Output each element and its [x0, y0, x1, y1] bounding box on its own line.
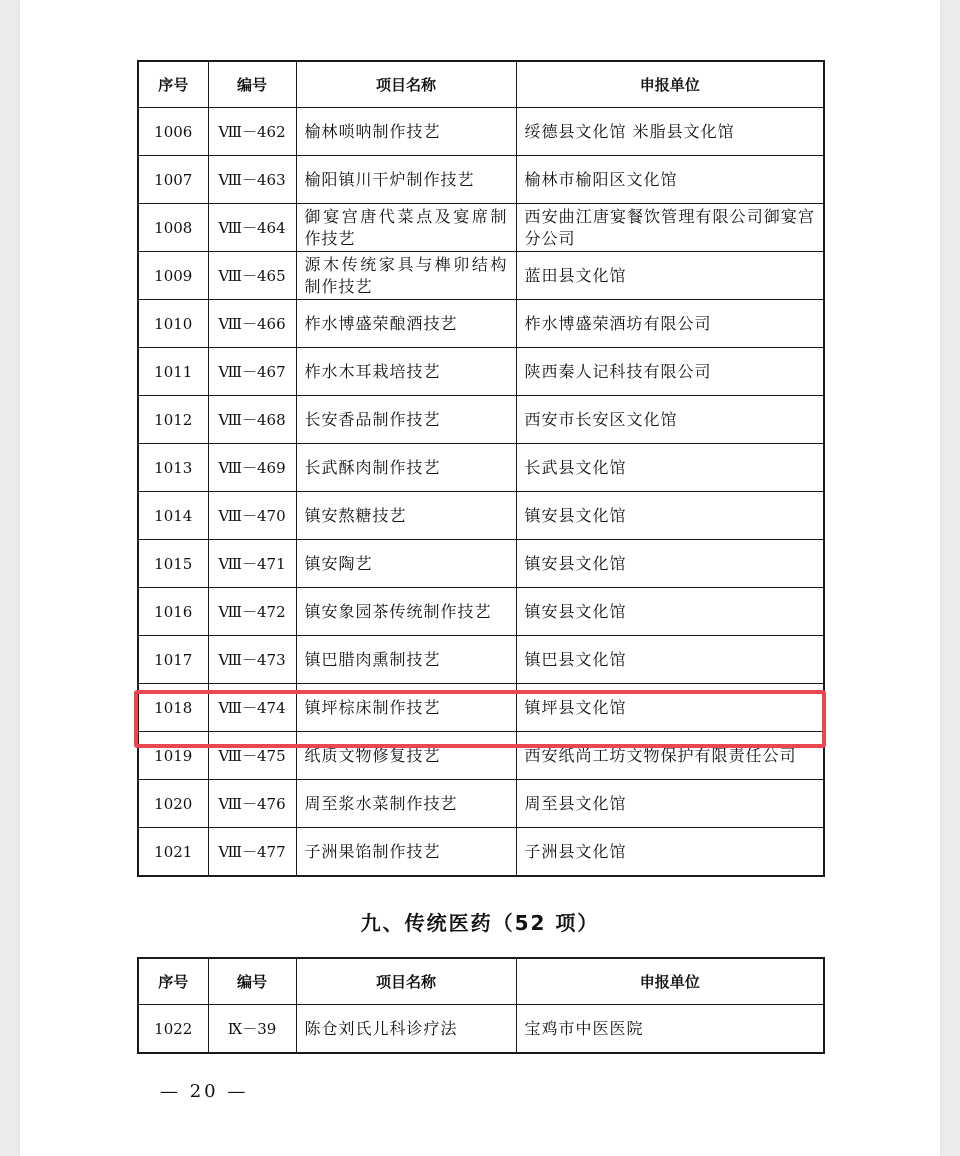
serial-cell: 1012	[138, 396, 208, 444]
serial-cell: 1022	[138, 1005, 208, 1054]
project-name-cell: 周至浆水菜制作技艺	[296, 780, 516, 828]
applicant-unit-cell: 西安市长安区文化馆	[516, 396, 824, 444]
applicant-unit-cell: 周至县文化馆	[516, 780, 824, 828]
medicine-table	[137, 957, 825, 1054]
project-name-cell: 榆阳镇川干炉制作技艺	[296, 156, 516, 204]
code-cell: Ⅷ－464	[208, 204, 296, 252]
applicant-unit-cell: 子洲县文化馆	[516, 828, 824, 877]
project-name-cell: 镇巴腊肉熏制技艺	[296, 636, 516, 684]
project-name-cell: 镇安象园茶传统制作技艺	[296, 588, 516, 636]
serial-cell: 1010	[138, 300, 208, 348]
table-row	[138, 636, 824, 684]
serial-cell: 1018	[138, 684, 208, 732]
table-row	[138, 492, 824, 540]
serial-cell: 1007	[138, 156, 208, 204]
code-cell: Ⅷ－474	[208, 684, 296, 732]
table-row	[138, 828, 824, 877]
table-row	[138, 252, 824, 300]
table-header-row	[138, 61, 824, 108]
table-row	[138, 444, 824, 492]
applicant-unit-cell: 西安纸尚工坊文物保护有限责任公司	[516, 732, 824, 780]
table-row	[138, 1005, 824, 1054]
project-name-cell: 陈仓刘氏儿科诊疗法	[296, 1005, 516, 1054]
header-applicant-unit: 申报单位	[516, 958, 824, 1005]
code-cell: Ⅷ－476	[208, 780, 296, 828]
project-name-cell: 柞水博盛荣酿酒技艺	[296, 300, 516, 348]
project-name-cell: 镇安熬糖技艺	[296, 492, 516, 540]
table-row	[138, 540, 824, 588]
table-row	[138, 684, 824, 732]
header-project-name: 项目名称	[296, 61, 516, 108]
serial-cell: 1015	[138, 540, 208, 588]
header-project-name: 项目名称	[296, 958, 516, 1005]
header-code: 编号	[208, 958, 296, 1005]
table-row	[138, 588, 824, 636]
serial-cell: 1017	[138, 636, 208, 684]
document-page	[20, 0, 940, 1156]
project-name-cell: 御宴宫唐代菜点及宴席制作技艺	[296, 204, 516, 252]
serial-cell: 1008	[138, 204, 208, 252]
serial-cell: 1019	[138, 732, 208, 780]
serial-cell: 1009	[138, 252, 208, 300]
code-cell: Ⅷ－469	[208, 444, 296, 492]
project-name-cell: 长安香品制作技艺	[296, 396, 516, 444]
applicant-unit-cell: 榆林市榆阳区文化馆	[516, 156, 824, 204]
applicant-unit-cell: 蓝田县文化馆	[516, 252, 824, 300]
project-name-cell: 镇安陶艺	[296, 540, 516, 588]
code-cell: Ⅷ－470	[208, 492, 296, 540]
project-name-cell: 柞水木耳栽培技艺	[296, 348, 516, 396]
applicant-unit-cell: 绥德县文化馆 米脂县文化馆	[516, 108, 824, 156]
applicant-unit-cell: 镇巴县文化馆	[516, 636, 824, 684]
serial-cell: 1006	[138, 108, 208, 156]
header-code: 编号	[208, 61, 296, 108]
serial-cell: 1014	[138, 492, 208, 540]
header-serial: 序号	[138, 61, 208, 108]
serial-cell: 1020	[138, 780, 208, 828]
table-row	[138, 108, 824, 156]
section-title: 九、传统医药（52 项）	[360, 911, 600, 935]
code-cell: Ⅷ－472	[208, 588, 296, 636]
applicant-unit-cell: 柞水博盛荣酒坊有限公司	[516, 300, 824, 348]
code-cell: Ⅷ－462	[208, 108, 296, 156]
code-cell: Ⅷ－473	[208, 636, 296, 684]
table-row	[138, 204, 824, 252]
table-row	[138, 732, 824, 780]
table-body	[138, 108, 824, 877]
code-cell: Ⅸ－39	[208, 1005, 296, 1054]
header-applicant-unit: 申报单位	[516, 61, 824, 108]
applicant-unit-cell: 西安曲江唐宴餐饮管理有限公司御宴宫分公司	[516, 204, 824, 252]
code-cell: Ⅷ－467	[208, 348, 296, 396]
applicant-unit-cell: 长武县文化馆	[516, 444, 824, 492]
code-cell: Ⅷ－468	[208, 396, 296, 444]
code-cell: Ⅷ－471	[208, 540, 296, 588]
table-body	[138, 1005, 824, 1054]
table-row	[138, 348, 824, 396]
table-row	[138, 396, 824, 444]
project-name-cell: 纸质文物修复技艺	[296, 732, 516, 780]
applicant-unit-cell: 镇安县文化馆	[516, 492, 824, 540]
project-name-cell: 子洲果馅制作技艺	[296, 828, 516, 877]
project-name-cell: 长武酥肉制作技艺	[296, 444, 516, 492]
applicant-unit-cell: 镇安县文化馆	[516, 588, 824, 636]
project-name-cell: 镇坪棕床制作技艺	[296, 684, 516, 732]
applicant-unit-cell: 陕西秦人记科技有限公司	[516, 348, 824, 396]
code-cell: Ⅷ－463	[208, 156, 296, 204]
table-header-row	[138, 958, 824, 1005]
table-row	[138, 780, 824, 828]
table-row	[138, 300, 824, 348]
heritage-table	[137, 60, 825, 877]
project-name-cell: 榆林唢呐制作技艺	[296, 108, 516, 156]
code-cell: Ⅷ－465	[208, 252, 296, 300]
serial-cell: 1021	[138, 828, 208, 877]
applicant-unit-cell: 镇坪县文化馆	[516, 684, 824, 732]
applicant-unit-cell: 镇安县文化馆	[516, 540, 824, 588]
serial-cell: 1013	[138, 444, 208, 492]
applicant-unit-cell: 宝鸡市中医医院	[516, 1005, 824, 1054]
code-cell: Ⅷ－466	[208, 300, 296, 348]
code-cell: Ⅷ－477	[208, 828, 296, 877]
page-number: — 20 —	[160, 1081, 249, 1102]
header-serial: 序号	[138, 958, 208, 1005]
serial-cell: 1011	[138, 348, 208, 396]
project-name-cell: 源木传统家具与榫卯结构制作技艺	[296, 252, 516, 300]
table-row	[138, 156, 824, 204]
serial-cell: 1016	[138, 588, 208, 636]
code-cell: Ⅷ－475	[208, 732, 296, 780]
